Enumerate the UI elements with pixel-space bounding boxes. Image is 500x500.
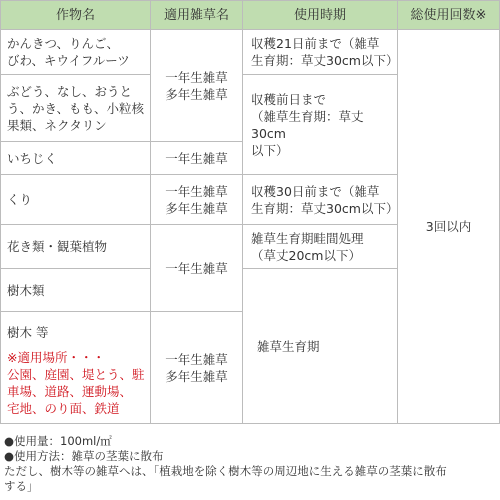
note-caveat-end: する」 — [4, 479, 39, 493]
weed-both-chestnut — [151, 175, 243, 225]
crop-line: かんきつ、りんご、 — [7, 36, 120, 51]
timing-line: 生育期：草丈30cm以下） — [251, 53, 399, 68]
header-crop: 作物名 — [0, 0, 151, 30]
crop-line: ぶどう、なし、おうと — [7, 83, 133, 99]
count-value: 3回以内 — [425, 219, 472, 234]
crop-line: びわ、キウイフルーツ — [7, 53, 130, 68]
timing-line: 生育期：草丈30cm以下） — [251, 200, 399, 216]
header-weed: 適用雑草名 — [151, 0, 243, 30]
timing-line: 収穫21日前まで（雑草 — [251, 36, 380, 51]
crop-line: くり — [7, 192, 33, 207]
crop-line: う、かき、もも、小粒核 — [7, 100, 145, 116]
weed-annual-fig — [151, 142, 243, 175]
timing-line: 以下） — [251, 142, 289, 158]
timing-line: （雑草生育期：草丈30cm — [251, 108, 364, 141]
weed-line: 一年生雑草 — [165, 150, 228, 166]
crop-chestnut — [0, 175, 151, 225]
application-sites-line: 宅地、のり面、鉄道 — [7, 401, 120, 416]
timing-line: 収穫前日まで — [251, 91, 327, 107]
note-amount: ●使用量：100ml/㎡ — [4, 434, 112, 448]
tree-row-title: 樹木 等 — [7, 325, 49, 340]
header-count: 総使用回数※ — [398, 0, 500, 30]
crop-flowers — [0, 225, 151, 269]
total-use-count — [398, 30, 500, 424]
timing-line: 雑草生育期畦間処理 — [251, 230, 364, 246]
crop-line: 花き類・観葉植物 — [7, 239, 108, 254]
timing-growth-period — [243, 269, 398, 424]
timing-line: 雑草生育期 — [257, 338, 320, 354]
weed-line: 一年生雑草 — [165, 351, 228, 367]
weed-line: 多年生雑草 — [165, 86, 228, 102]
weed-line: 多年生雑草 — [165, 200, 228, 216]
timing-30-days — [243, 175, 398, 225]
crop-fig — [0, 142, 151, 175]
timing-day-before — [243, 75, 398, 175]
weed-line: 一年生雑草 — [165, 69, 228, 85]
crop-trees-etc — [0, 312, 151, 424]
header-timing: 使用時期 — [243, 0, 398, 30]
timing-line: （草丈20cm以下） — [251, 247, 361, 263]
note-method: ●使用方法：雑草の茎葉に散布 — [4, 449, 164, 463]
weed-annual-flowers — [151, 225, 243, 312]
crop-line: 果類、ネクタリン — [7, 117, 107, 133]
application-sites-label: ※適用場所・・・ — [7, 350, 105, 365]
timing-21-days — [243, 30, 398, 75]
usage-notes — [4, 434, 496, 494]
crop-citrus — [0, 30, 151, 75]
crop-trees — [0, 269, 151, 312]
weed-line: 一年生雑草 — [165, 183, 228, 199]
weed-line: 一年生雑草 — [165, 260, 228, 276]
weed-both-trees — [151, 312, 243, 424]
timing-line: 収穫30日前まで（雑草 — [251, 183, 380, 199]
crop-line: いちじく — [7, 150, 58, 166]
weed-line: 多年生雑草 — [165, 368, 228, 384]
application-sites-line: 公園、庭園、堤とう、駐 — [7, 367, 145, 382]
application-sites-line: 車場、道路、運動場、 — [7, 384, 133, 399]
crop-line: 樹木類 — [7, 282, 45, 298]
weed-both-top — [151, 30, 243, 142]
timing-furrow — [243, 225, 398, 269]
crop-grape — [0, 75, 151, 142]
note-caveat: ただし、樹木等の雑草へは、「植栽地を除く樹木等の周辺地に生える雑草の茎葉に散布 — [4, 464, 447, 478]
